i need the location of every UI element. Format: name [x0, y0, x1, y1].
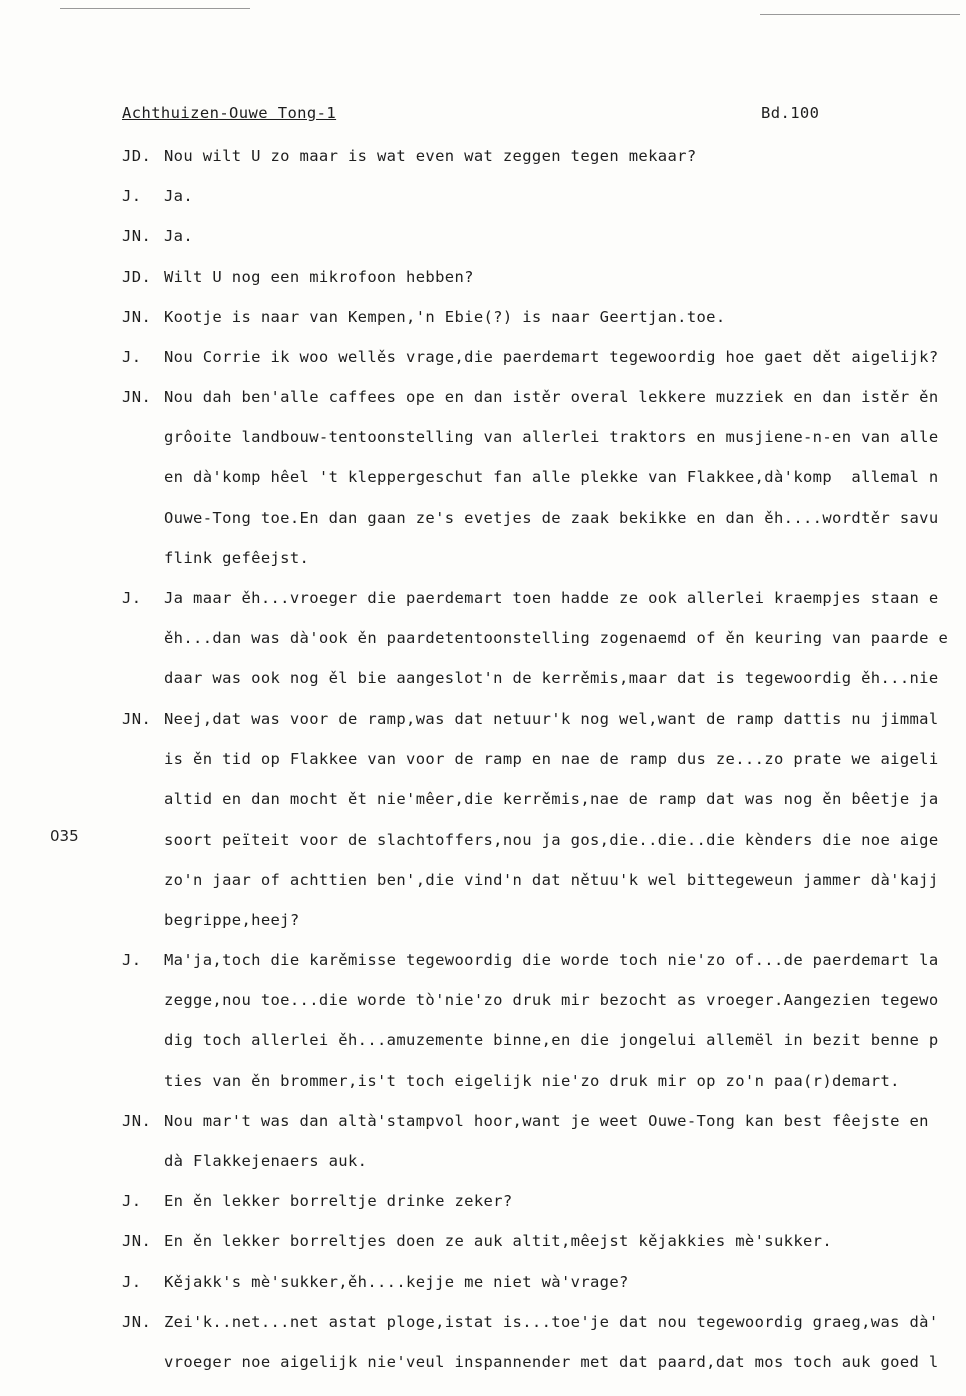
utterance-line: flink gefêejst.	[164, 549, 310, 567]
page-reference: Bd.100	[761, 104, 820, 122]
utterance-line: En ěn lekker borreltje drinke zeker?	[164, 1192, 513, 1210]
speaker-label: JN.	[122, 308, 152, 326]
speaker-label: JN.	[122, 710, 152, 728]
utterance-line: Ja.	[164, 187, 194, 205]
utterance-line: dà Flakkejenaers auk.	[164, 1152, 368, 1170]
speaker-label: J.	[122, 1273, 142, 1291]
utterance-line: is ěn tid op Flakkee van voor de ramp en nae de ramp dus ze...zo prate we aigeli	[164, 750, 939, 768]
utterance-line: Neej,dat was voor de ramp,was dat netuur'k nog wel,want de ramp dattis nu jimmal	[164, 710, 939, 728]
utterance-line: dig toch allerlei ěh...amuzemente binne,en die jongelui allemël in bezit benne p	[164, 1031, 939, 1049]
utterance-line: Ja.	[164, 227, 194, 245]
speaker-label: J.	[122, 589, 142, 607]
utterance-line: Kějakk's mè'sukker,ěh....kejje me niet wà'vrage?	[164, 1273, 629, 1291]
utterance-line: Nou mar't was dan altà'stampvol hoor,want je weet Ouwe-Tong kan best fêejste en	[164, 1112, 929, 1130]
utterance-line: ěh...dan was dà'ook ěn paardetentoonstelling zogenaemd of ěn keuring van paarde e	[164, 629, 949, 647]
utterance-line: Nou wilt U zo maar is wat even wat zeggen tegen mekaar?	[164, 147, 697, 165]
utterance-line: soort peïteit voor de slachtoffers,nou ja gos,die..die..die kènders die noe aige	[164, 831, 939, 849]
utterance-line: zegge,nou toe...die worde tò'nie'zo druk mir bezocht as vroeger.Aangezien tegewo	[164, 991, 939, 1009]
utterance-line: vroeger noe aigelijk nie'veul inspannender met dat paard,dat mos toch auk goed l	[164, 1353, 939, 1371]
margin-note: 035	[50, 827, 79, 845]
utterance-line: Ja maar ěh...vroeger die paerdemart toen hadde ze ook allerlei kraempjes staan e	[164, 589, 939, 607]
speaker-label: JD.	[122, 268, 152, 286]
utterance-line: Ma'ja,toch die karěmisse tegewoordig die worde toch nie'zo of...de paerdemart la	[164, 951, 939, 969]
speaker-label: JN.	[122, 388, 152, 406]
utterance-line: Zei'k..net...net astat ploge,istat is...toe'je dat nou tegewoordig graeg,was dà'	[164, 1313, 939, 1331]
utterance-line: altid en dan mocht ět nie'mêer,die kerrěmis,nae de ramp dat was nog ěn bêetje ja	[164, 790, 939, 808]
utterance-line: En ěn lekker borreltjes doen ze auk altit,mêejst kějakkies mè'sukker.	[164, 1232, 833, 1250]
speaker-label: JD.	[122, 147, 152, 165]
utterance-line: en dà'komp hêel 't kleppergeschut fan alle plekke van Flakkee,dà'komp allemal n	[164, 468, 939, 486]
speaker-label: J.	[122, 951, 142, 969]
document-title: Achthuizen-Ouwe Tong-1	[122, 104, 337, 122]
utterance-line: begrippe,heej?	[164, 911, 300, 929]
utterance-line: ties van ěn brommer,is't toch eigelijk nie'zo druk mir op zo'n paa(r)demart.	[164, 1072, 900, 1090]
speaker-label: J.	[122, 187, 142, 205]
speaker-label: JN.	[122, 1232, 152, 1250]
utterance-line: Ouwe-Tong toe.En dan gaan ze's evetjes de zaak bekikke en dan ěh....wordtěr savu	[164, 509, 939, 527]
speaker-label: J.	[122, 348, 142, 366]
utterance-line: Nou dah ben'alle caffees ope en dan istěr overal lekkere muzziek en dan istěr ěn	[164, 388, 939, 406]
scan-mark	[60, 8, 250, 9]
utterance-line: Kootje is naar van Kempen,'n Ebie(?) is naar Geertjan.toe.	[164, 308, 726, 326]
utterance-line: Nou Corrie ik woo wellěs vrage,die paerdemart tegewoordig hoe gaet dět aigelijk?	[164, 348, 939, 366]
utterance-line: Wilt U nog een mikrofoon hebben?	[164, 268, 474, 286]
utterance-line: zo'n jaar of achttien ben',die vind'n dat nětuu'k wel bittegeweun jammer dà'kajj	[164, 871, 939, 889]
scan-mark	[760, 14, 960, 15]
speaker-label: JN.	[122, 1313, 152, 1331]
utterance-line: daar was ook nog ěl bie aangeslot'n de kerrěmis,maar dat is tegewoordig ěh...nie	[164, 669, 939, 687]
utterance-line: grôoite landbouw-tentoonstelling van allerlei traktors en musjiene-n-en van alle	[164, 428, 939, 446]
speaker-label: JN.	[122, 1112, 152, 1130]
speaker-label: JN.	[122, 227, 152, 245]
speaker-label: J.	[122, 1192, 142, 1210]
